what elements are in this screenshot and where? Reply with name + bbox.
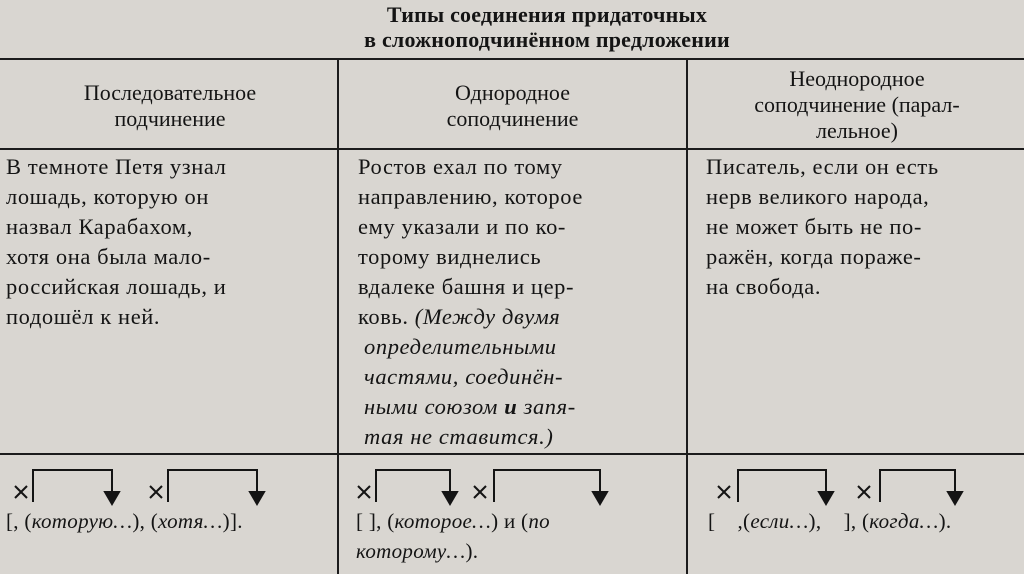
scheme-sequential-arrow-1 xyxy=(15,470,119,504)
note-text: запя- xyxy=(517,394,576,419)
formula-part: ). xyxy=(938,509,952,533)
note-line: частями, соединён- xyxy=(364,364,564,389)
scheme-homogeneous-arrow-2 xyxy=(474,470,607,504)
formula-part: [ ,( xyxy=(708,509,751,533)
formula-conjunction: если… xyxy=(750,509,809,533)
example-line: вдалеке башня и цер- xyxy=(358,274,575,299)
formula-part: [, ( xyxy=(6,509,32,533)
example-line: Ростов ехал по тому xyxy=(358,154,563,179)
scheme-sequential-formula xyxy=(6,506,336,536)
example-line: хотя она была мало- xyxy=(6,244,211,269)
header-heterogeneous-line-2: соподчинение (парал- xyxy=(754,92,960,117)
formula-conjunction: которое… xyxy=(394,509,492,533)
example-line: подошёл к ней. xyxy=(6,304,161,329)
formula-conjunction: по xyxy=(528,509,550,533)
scheme-heterogeneous-arrow-2 xyxy=(858,470,962,504)
header-homogeneous-line-2: соподчинение xyxy=(446,106,579,131)
formula-part: ) и ( xyxy=(491,509,529,533)
title-line-2: в сложноподчинённом предложении xyxy=(364,27,730,52)
scheme-homogeneous-arrow-1 xyxy=(358,470,457,504)
note-conjunction: и xyxy=(504,394,518,419)
example-line: Писатель, если он есть xyxy=(706,154,939,179)
header-homogeneous-line-1: Однородное xyxy=(455,80,570,105)
header-sequential-line-1: Последовательное xyxy=(83,80,257,105)
example-line: ему указали и по ко- xyxy=(358,214,567,239)
formula-part: ), ], ( xyxy=(808,509,870,533)
example-line: направлению, которое xyxy=(358,184,583,209)
scheme-sequential-arrow-2 xyxy=(150,470,264,504)
formula-conjunction: хотя… xyxy=(158,509,223,533)
example-line: не может быть не по- xyxy=(706,214,922,239)
title-line-1: Типы соединения придаточных xyxy=(386,2,708,27)
example-line: лошадь, которую он xyxy=(6,184,210,209)
note-line: определительными xyxy=(364,334,557,359)
scheme-heterogeneous-formula xyxy=(708,506,1024,536)
formula-line xyxy=(356,536,686,566)
note-line: тая не ставится.) xyxy=(364,424,554,449)
scheme-heterogeneous-arrow-1 xyxy=(718,470,833,504)
example-line: на свобода. xyxy=(706,274,822,299)
formula-part: [ ], ( xyxy=(356,509,395,533)
note-text: (Между двумя xyxy=(414,304,561,329)
header-heterogeneous-line-3: лельное) xyxy=(816,118,898,143)
example-line: нерв великого народа, xyxy=(706,184,930,209)
formula-conjunction: которому… xyxy=(356,539,466,563)
example-line: российская лошадь, и xyxy=(6,274,227,299)
example-line: назвал Карабахом, xyxy=(6,214,193,239)
formula-part: ), ( xyxy=(132,509,158,533)
formula-part: ). xyxy=(465,539,479,563)
formula-conjunction: которую… xyxy=(31,509,133,533)
note-text: ными союзом xyxy=(364,394,505,419)
example-line: ражён, когда пораже- xyxy=(706,244,922,269)
header-sequential-line-2: подчинение xyxy=(114,106,226,131)
formula-conjunction: когда… xyxy=(869,509,939,533)
example-line: торому виднелись xyxy=(358,244,542,269)
formula-part: )]. xyxy=(222,509,243,533)
header-heterogeneous-line-1: Неоднородное xyxy=(789,66,925,91)
example-text: ковь. xyxy=(358,304,409,329)
example-line: В темноте Петя узнал xyxy=(6,154,227,179)
scheme-homogeneous-formula xyxy=(356,506,686,566)
formula-line xyxy=(356,506,686,536)
